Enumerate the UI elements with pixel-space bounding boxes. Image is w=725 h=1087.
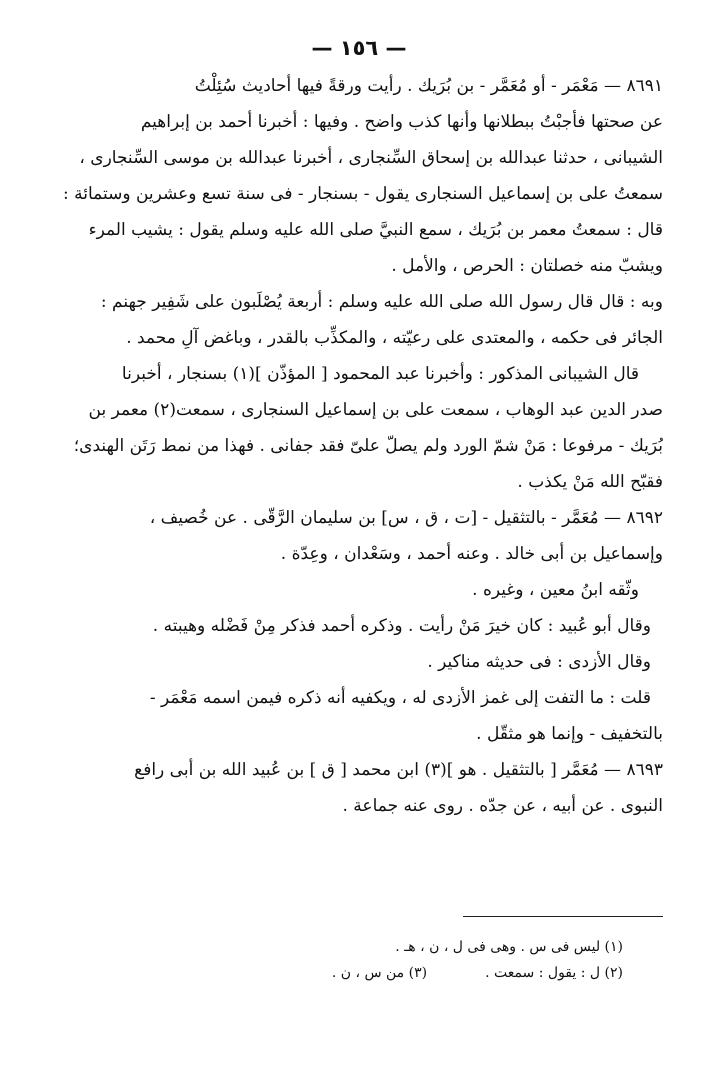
text-line: وثّقه ابنُ معين ، وغيره . (472, 580, 639, 600)
entry-8693 (55, 752, 663, 824)
page-body (55, 68, 663, 824)
text-line: وقال أبو عُبيد : كان خيرَ مَنْ رأيت . وذكره أحمد فذكر مِنْ فَضْله وهيبته . (152, 616, 651, 636)
paragraph (55, 680, 663, 752)
text-line: وإسماعيل بن أبى خالد . وعنه أحمد ، وسَعْدان ، وعِدّة . (280, 544, 663, 564)
paragraph (55, 608, 663, 644)
text-line: وبه : قال قال رسول الله صلى الله عليه وسلم : أربعة يُصْلَبون على شَفِير جهنم : (100, 292, 663, 312)
footnotes (63, 934, 623, 986)
text-line: ٨٦٩١ — مَعْمَر - أو مُعَمَّر - بن بُرَيك . رأيت ورقةً فيها أحاديث سُئِلْتُ (194, 76, 663, 96)
text-line: قال : سمعتُ معمر بن بُرَيك ، سمع النبيَّ صلى الله عليه وسلم يقول : يشيب المرء (88, 220, 663, 240)
paragraph (55, 356, 663, 500)
text-line: ٨٦٩٢ — مُعَمَّر - بالتثقيل - [ت ، ق ، س] بن سليمان الرَّقّى . عن خُصيف ، (149, 508, 663, 528)
text-line: فقبّح الله مَنْ يكذب . (517, 472, 663, 492)
text-line: النبوى . عن أبيه ، عن جدّه . روى عنه جماعة . (342, 796, 663, 816)
footnote-1: (١) ليس فى س . وهى فى ل ، ن ، هـ . (395, 939, 623, 955)
page-number: — ١٥٦ — (311, 36, 407, 60)
footnote-row (63, 960, 623, 986)
footnote-divider (463, 916, 663, 917)
text-line: ويشبّ منه خصلتان : الحرص ، والأمل . (391, 256, 663, 276)
text-line: قال الشيبانى المذكور : وأخبرنا عبد المحمود [ المؤذّن ](١) بسنجار ، أخبرنا (121, 364, 639, 384)
text-line: وقال الأزدى : فى حديثه مناكير . (427, 652, 651, 672)
text-line: الجائر فى حكمه ، والمعتدى على رعيّته ، والمكذِّب بالقدر ، وباغض آلِ محمد . (126, 328, 663, 348)
footnote-2: (٢) ل : يقول : سمعت . (485, 965, 623, 981)
text-line: بالتخفيف - وإنما هو مثقّل . (476, 724, 663, 744)
text-line: سمعتُ على بن إسماعيل السنجارى يقول - بسنجار - فى سنة تسع وعشرين وستمائة : (62, 184, 663, 204)
paragraph (55, 644, 663, 680)
paragraph (55, 284, 663, 356)
text-line: قلت : ما التفت إلى غمز الأزدى له ، ويكفيه أنه ذكره فيمن اسمه مَعْمَر - (149, 688, 651, 708)
entry-8692 (55, 500, 663, 752)
text-line: ٨٦٩٣ — مُعَمَّر [ بالتثقيل . هو ](٣) ابن محمد [ ق ] بن عُبيد الله بن أبى رافع (134, 760, 663, 780)
book-page (55, 28, 663, 1058)
text-line: صدر الدين عبد الوهاب ، سمعت على بن إسماعيل السنجارى ، سمعت(٢) معمر بن (88, 400, 663, 420)
text-line: عن صحتها فأجبْتُ ببطلانها وأنها كذب واضح . وفيها : أخبرنا أحمد بن إبراهيم (140, 112, 663, 132)
text-line: الشيبانى ، حدثنا عبدالله بن إسحاق السِّنجارى ، أخبرنا عبدالله بن موسى السِّنجارى ، (79, 148, 663, 168)
text-line: بُرَيك - مرفوعا : مَنْ شمّ الورد ولم يصلّ علىّ فقد جفانى . فهذا من نمط رَتَن الهندى؛ (73, 436, 663, 456)
entry-8691 (55, 68, 663, 500)
footnote-3: (٣) من س ، ن . (331, 965, 428, 981)
paragraph (55, 572, 663, 608)
